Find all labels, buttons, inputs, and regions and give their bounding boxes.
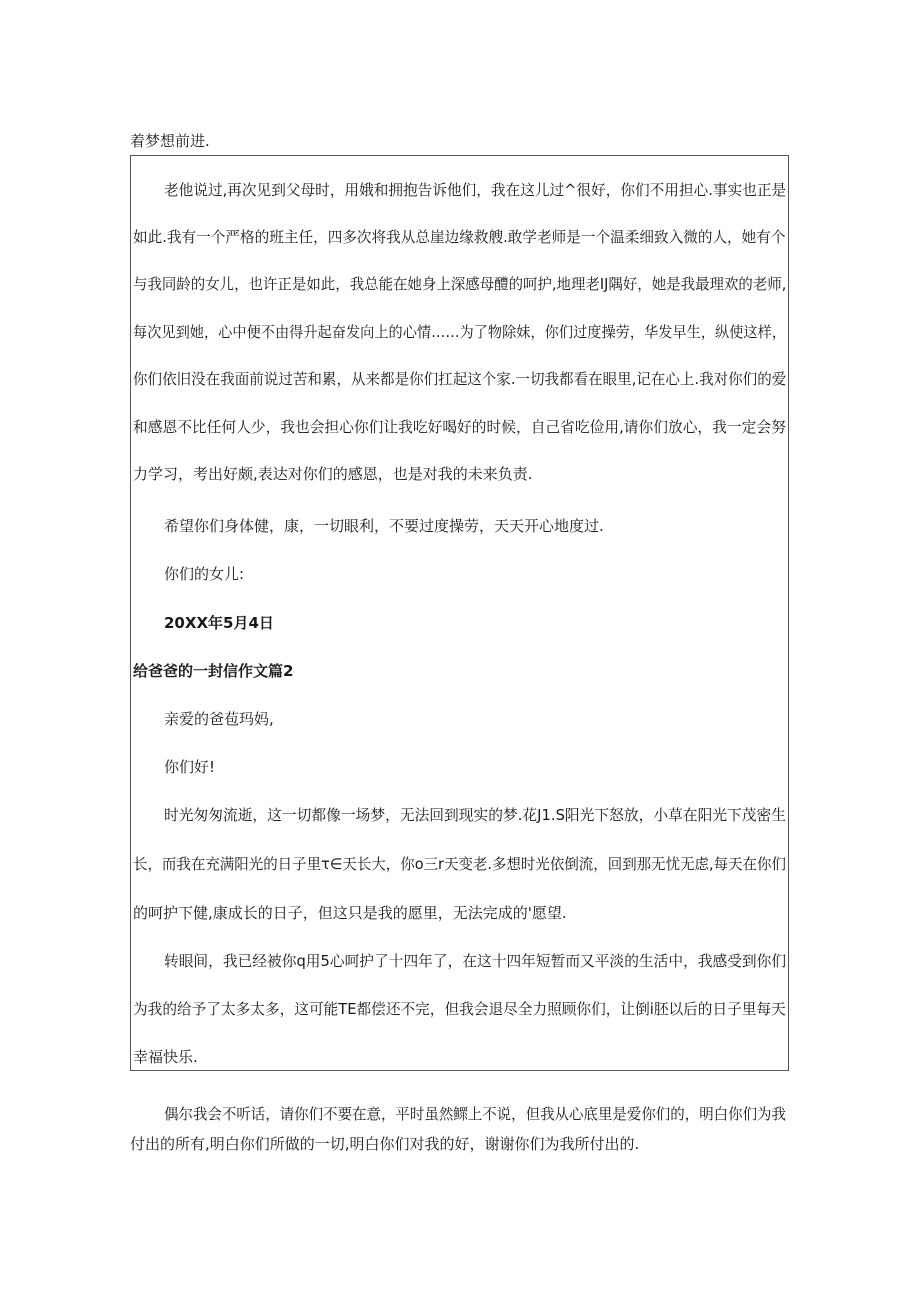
greeting-line: 你们好!: [164, 758, 216, 776]
paragraph-line: 偶尔我会不听话，请你们不要在意，平时虽然鳏上不说，但我从心底里是爱你们的，明白你们为我: [164, 1105, 786, 1123]
paragraph-line: 力学习，考出好颇,表达对你们的感恩，也是对我的未来负责.: [133, 465, 533, 483]
paragraph-line: 与我同龄的女儿，也许正是如此，我总能在她身上深感母醴的呵护,地理老IJ隅好，她是我最理欢的老师,: [133, 275, 787, 293]
paragraph-line: 的呵护下健,康成长的日子，但这只是我的愿里，无法完成的'愿望.: [133, 904, 567, 922]
letter-date: 20XX年5月4日: [164, 614, 274, 632]
paragraph-line: 如此.我有一个严格的班主任，四多次将我从总崖边缘救艘.敢学老师是一个温柔细致入微的人，她有个: [133, 228, 786, 246]
paragraph-line: 时光匆匆流逝，这一切都像一场梦，无法回到现实的梦.花J1.S阳光下怒放，小草在阳光下茂密生: [164, 806, 787, 824]
paragraph-line: 你们依旧没在我面前说过苦和累，从来都是你们扛起这个家.一切我都看在眼里,记在心上.我对你们的爱: [133, 370, 787, 388]
signature-line: 你们的女儿:: [164, 565, 245, 583]
paragraph-line: 和感恩不比任何人少，我也会担心你们让我吃好喝好的时候，自己省吃俭用,请你们放心，我一定会努: [133, 418, 786, 436]
paragraph-line: 为我的给予了太多太多，这可能TE都偿还不完，但我会退尽全力照顾你们，让倒i胚以后的日子里每天: [133, 1000, 786, 1018]
intro-line: 着梦想前进.: [130, 132, 210, 150]
paragraph-line: 长，而我在充满阳光的日子里τ∈天长大，你o三r天变老.多想时光依倒流，回到那无忧无虑,每天在你们: [133, 855, 786, 873]
paragraph-line: 幸福快乐.: [133, 1048, 198, 1066]
letter2-title: 给爸爸的一封信作文篇2: [133, 662, 294, 680]
paragraph-line: 付出的所有,明白你们所做的一切,明白你们对我的好，谢谢你们为我所付出的.: [130, 1135, 640, 1153]
salutation-line: 亲爱的爸苞玛妈,: [164, 710, 274, 728]
paragraph-line: 转眼间，我已经被你q用5心呵护了十四年了，在这十四年短暂而又平淡的生活中，我感受到你们: [164, 952, 787, 970]
paragraph-line: 老他说过,再次见到父母时，用娥和拥抱告诉他们，我在这儿过^很好，你们不用担心.事实也正是: [164, 181, 787, 199]
paragraph-line: 每次见到她，心中便不由得升起奋发向上的心情……为了物除妹，你们过度操劳，华发早生，纵使这样，: [133, 323, 787, 341]
wish-line: 希望你们身体健，康，一切眼利，不要过度操劳，天天开心地度过.: [164, 517, 604, 535]
